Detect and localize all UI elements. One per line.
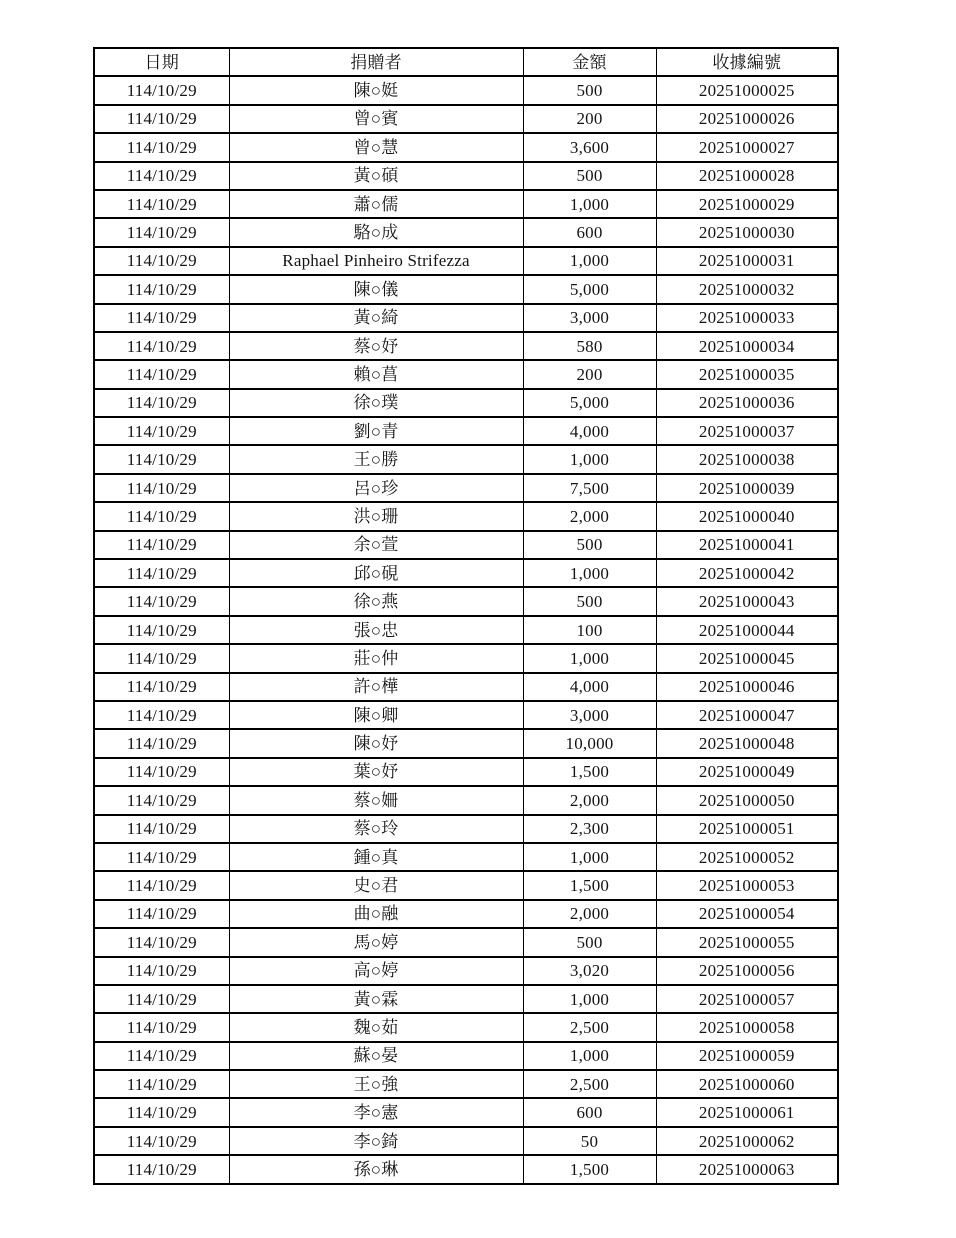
cell-date: 114/10/29	[94, 985, 229, 1013]
cell-date: 114/10/29	[94, 900, 229, 928]
cell-date: 114/10/29	[94, 417, 229, 445]
cell-date: 114/10/29	[94, 1155, 229, 1183]
cell-date: 114/10/29	[94, 1013, 229, 1041]
cell-receipt-number: 20251000038	[656, 445, 838, 473]
cell-date: 114/10/29	[94, 502, 229, 530]
cell-receipt-number: 20251000033	[656, 304, 838, 332]
cell-donor: 呂○珍	[229, 474, 523, 502]
cell-date: 114/10/29	[94, 559, 229, 587]
cell-donor: 鍾○真	[229, 843, 523, 871]
cell-date: 114/10/29	[94, 76, 229, 104]
cell-donor: 駱○成	[229, 218, 523, 246]
cell-date: 114/10/29	[94, 786, 229, 814]
table-row	[94, 247, 838, 275]
cell-amount: 2,500	[523, 1013, 656, 1041]
table-row	[94, 162, 838, 190]
cell-amount: 50	[523, 1127, 656, 1155]
cell-receipt-number: 20251000031	[656, 247, 838, 275]
cell-amount: 5,000	[523, 275, 656, 303]
cell-donor: 徐○燕	[229, 587, 523, 615]
table-row	[94, 559, 838, 587]
cell-amount: 1,000	[523, 445, 656, 473]
cell-amount: 1,500	[523, 871, 656, 899]
cell-donor: 李○憲	[229, 1098, 523, 1126]
cell-amount: 100	[523, 616, 656, 644]
cell-donor: 高○婷	[229, 957, 523, 985]
cell-amount: 1,000	[523, 644, 656, 672]
cell-amount: 4,000	[523, 673, 656, 701]
cell-date: 114/10/29	[94, 1070, 229, 1098]
cell-receipt-number: 20251000047	[656, 701, 838, 729]
table-row	[94, 729, 838, 757]
cell-donor: 曲○融	[229, 900, 523, 928]
cell-donor: 曾○賓	[229, 105, 523, 133]
cell-receipt-number: 20251000048	[656, 729, 838, 757]
cell-amount: 1,000	[523, 1042, 656, 1070]
cell-donor: 王○勝	[229, 445, 523, 473]
cell-receipt-number: 20251000042	[656, 559, 838, 587]
cell-donor: 黃○霖	[229, 985, 523, 1013]
cell-receipt-number: 20251000060	[656, 1070, 838, 1098]
cell-amount: 1,000	[523, 247, 656, 275]
table-row	[94, 445, 838, 473]
cell-amount: 7,500	[523, 474, 656, 502]
table-row	[94, 474, 838, 502]
cell-donor: 陳○卿	[229, 701, 523, 729]
table-row	[94, 105, 838, 133]
table-row	[94, 644, 838, 672]
cell-receipt-number: 20251000037	[656, 417, 838, 445]
cell-date: 114/10/29	[94, 1127, 229, 1155]
cell-receipt-number: 20251000040	[656, 502, 838, 530]
cell-receipt-number: 20251000050	[656, 786, 838, 814]
table-row	[94, 673, 838, 701]
table-row	[94, 1127, 838, 1155]
cell-amount: 580	[523, 332, 656, 360]
cell-receipt-number: 20251000025	[656, 76, 838, 104]
cell-receipt-number: 20251000034	[656, 332, 838, 360]
table-row	[94, 1098, 838, 1126]
table-row	[94, 218, 838, 246]
table-row	[94, 531, 838, 559]
cell-receipt-number: 20251000055	[656, 928, 838, 956]
table-row	[94, 190, 838, 218]
cell-donor: 馬○婷	[229, 928, 523, 956]
table-row	[94, 815, 838, 843]
cell-receipt-number: 20251000039	[656, 474, 838, 502]
header-donor: 捐贈者	[229, 48, 523, 76]
header-amount: 金額	[523, 48, 656, 76]
cell-receipt-number: 20251000044	[656, 616, 838, 644]
cell-receipt-number: 20251000054	[656, 900, 838, 928]
cell-amount: 3,600	[523, 133, 656, 161]
cell-amount: 500	[523, 531, 656, 559]
cell-receipt-number: 20251000049	[656, 758, 838, 786]
cell-amount: 2,300	[523, 815, 656, 843]
cell-receipt-number: 20251000059	[656, 1042, 838, 1070]
cell-date: 114/10/29	[94, 843, 229, 871]
cell-donor: Raphael Pinheiro Strifezza	[229, 247, 523, 275]
cell-date: 114/10/29	[94, 247, 229, 275]
cell-receipt-number: 20251000032	[656, 275, 838, 303]
cell-amount: 2,000	[523, 786, 656, 814]
cell-amount: 2,000	[523, 502, 656, 530]
table-row	[94, 417, 838, 445]
cell-date: 114/10/29	[94, 758, 229, 786]
cell-donor: 葉○妤	[229, 758, 523, 786]
cell-donor: 陳○妤	[229, 729, 523, 757]
cell-date: 114/10/29	[94, 190, 229, 218]
cell-amount: 500	[523, 162, 656, 190]
table-row	[94, 1070, 838, 1098]
cell-donor: 黃○綺	[229, 304, 523, 332]
cell-receipt-number: 20251000046	[656, 673, 838, 701]
cell-receipt-number: 20251000029	[656, 190, 838, 218]
cell-receipt-number: 20251000027	[656, 133, 838, 161]
cell-donor: 洪○珊	[229, 502, 523, 530]
cell-receipt-number: 20251000030	[656, 218, 838, 246]
cell-date: 114/10/29	[94, 218, 229, 246]
cell-donor: 張○忠	[229, 616, 523, 644]
cell-donor: 劉○青	[229, 417, 523, 445]
cell-date: 114/10/29	[94, 587, 229, 615]
header-date: 日期	[94, 48, 229, 76]
cell-amount: 3,020	[523, 957, 656, 985]
table-row	[94, 360, 838, 388]
table-row	[94, 871, 838, 899]
table-row	[94, 1042, 838, 1070]
table-row	[94, 928, 838, 956]
cell-amount: 1,000	[523, 190, 656, 218]
cell-donor: 王○強	[229, 1070, 523, 1098]
table-row	[94, 985, 838, 1013]
cell-amount: 4,000	[523, 417, 656, 445]
cell-amount: 5,000	[523, 389, 656, 417]
cell-receipt-number: 20251000051	[656, 815, 838, 843]
cell-receipt-number: 20251000028	[656, 162, 838, 190]
cell-receipt-number: 20251000026	[656, 105, 838, 133]
cell-amount: 1,000	[523, 559, 656, 587]
cell-date: 114/10/29	[94, 275, 229, 303]
cell-amount: 1,500	[523, 758, 656, 786]
table-row	[94, 332, 838, 360]
cell-date: 114/10/29	[94, 1042, 229, 1070]
cell-date: 114/10/29	[94, 701, 229, 729]
table-row	[94, 133, 838, 161]
cell-amount: 1,000	[523, 985, 656, 1013]
cell-receipt-number: 20251000053	[656, 871, 838, 899]
cell-amount: 500	[523, 76, 656, 104]
table-header-row	[94, 48, 838, 76]
cell-amount: 3,000	[523, 304, 656, 332]
cell-donor: 蘇○晏	[229, 1042, 523, 1070]
cell-receipt-number: 20251000036	[656, 389, 838, 417]
cell-donor: 史○君	[229, 871, 523, 899]
cell-amount: 3,000	[523, 701, 656, 729]
cell-receipt-number: 20251000052	[656, 843, 838, 871]
cell-donor: 蔡○姍	[229, 786, 523, 814]
cell-date: 114/10/29	[94, 360, 229, 388]
cell-receipt-number: 20251000057	[656, 985, 838, 1013]
table-row	[94, 587, 838, 615]
cell-date: 114/10/29	[94, 445, 229, 473]
cell-donor: 徐○璞	[229, 389, 523, 417]
cell-date: 114/10/29	[94, 616, 229, 644]
cell-donor: 陳○娗	[229, 76, 523, 104]
cell-date: 114/10/29	[94, 928, 229, 956]
cell-receipt-number: 20251000041	[656, 531, 838, 559]
cell-donor: 魏○茹	[229, 1013, 523, 1041]
cell-receipt-number: 20251000062	[656, 1127, 838, 1155]
table-row	[94, 304, 838, 332]
table-row	[94, 502, 838, 530]
cell-donor: 賴○菖	[229, 360, 523, 388]
table-row	[94, 900, 838, 928]
table-row	[94, 843, 838, 871]
cell-date: 114/10/29	[94, 957, 229, 985]
cell-amount: 2,000	[523, 900, 656, 928]
cell-date: 114/10/29	[94, 1098, 229, 1126]
cell-date: 114/10/29	[94, 871, 229, 899]
cell-date: 114/10/29	[94, 474, 229, 502]
cell-date: 114/10/29	[94, 304, 229, 332]
table-row	[94, 1013, 838, 1041]
table-body	[94, 76, 838, 1183]
cell-date: 114/10/29	[94, 389, 229, 417]
header-receipt-number: 收據編號	[656, 48, 838, 76]
table-row	[94, 957, 838, 985]
cell-amount: 1,000	[523, 843, 656, 871]
cell-amount: 200	[523, 360, 656, 388]
cell-amount: 200	[523, 105, 656, 133]
cell-date: 114/10/29	[94, 162, 229, 190]
table-row	[94, 275, 838, 303]
cell-donor: 許○樺	[229, 673, 523, 701]
cell-donor: 陳○儀	[229, 275, 523, 303]
cell-amount: 1,500	[523, 1155, 656, 1183]
cell-amount: 500	[523, 587, 656, 615]
cell-amount: 500	[523, 928, 656, 956]
cell-date: 114/10/29	[94, 729, 229, 757]
cell-donor: 李○錡	[229, 1127, 523, 1155]
cell-receipt-number: 20251000035	[656, 360, 838, 388]
cell-receipt-number: 20251000056	[656, 957, 838, 985]
cell-amount: 10,000	[523, 729, 656, 757]
cell-donor: 黃○碩	[229, 162, 523, 190]
donation-receipt-table	[93, 47, 839, 1185]
cell-donor: 蔡○玲	[229, 815, 523, 843]
cell-receipt-number: 20251000043	[656, 587, 838, 615]
table-row	[94, 758, 838, 786]
table-row	[94, 786, 838, 814]
cell-date: 114/10/29	[94, 673, 229, 701]
cell-date: 114/10/29	[94, 332, 229, 360]
cell-date: 114/10/29	[94, 815, 229, 843]
cell-receipt-number: 20251000058	[656, 1013, 838, 1041]
cell-receipt-number: 20251000061	[656, 1098, 838, 1126]
cell-donor: 孫○琳	[229, 1155, 523, 1183]
cell-date: 114/10/29	[94, 531, 229, 559]
cell-donor: 蕭○儒	[229, 190, 523, 218]
cell-amount: 600	[523, 1098, 656, 1126]
table-row	[94, 76, 838, 104]
table-row	[94, 616, 838, 644]
cell-receipt-number: 20251000063	[656, 1155, 838, 1183]
cell-amount: 2,500	[523, 1070, 656, 1098]
cell-amount: 600	[523, 218, 656, 246]
cell-donor: 蔡○妤	[229, 332, 523, 360]
table-row	[94, 389, 838, 417]
cell-date: 114/10/29	[94, 644, 229, 672]
table-row	[94, 1155, 838, 1183]
cell-receipt-number: 20251000045	[656, 644, 838, 672]
cell-date: 114/10/29	[94, 133, 229, 161]
cell-donor: 莊○仲	[229, 644, 523, 672]
cell-date: 114/10/29	[94, 105, 229, 133]
cell-donor: 曾○慧	[229, 133, 523, 161]
cell-donor: 邱○硯	[229, 559, 523, 587]
table-row	[94, 701, 838, 729]
cell-donor: 余○萱	[229, 531, 523, 559]
